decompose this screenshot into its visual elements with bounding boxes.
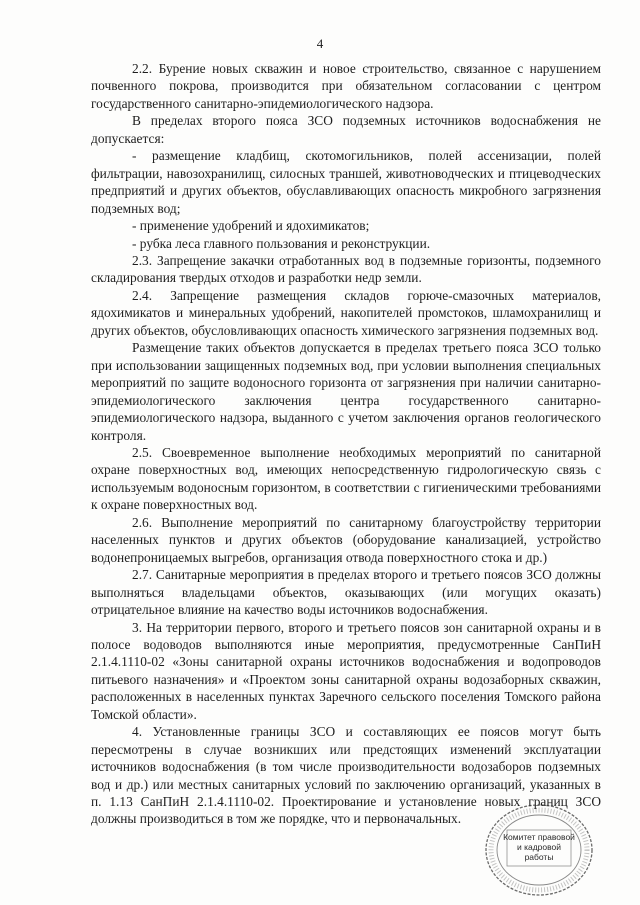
- list-item-cemeteries: - размещение кладбищ, скотомогильников, полей ассенизации, полей фильтрации, навозохранилищ, силосных траншей, животноводческих и птицеводческих предприятий и других объектов, обуславливающих опасность микробного загрязнения подземных вод;: [91, 148, 601, 216]
- official-stamp: [483, 802, 595, 898]
- stamp-text: [483, 832, 595, 862]
- list-item-fertilizers: - применение удобрений и ядохимикатов;: [132, 218, 370, 234]
- stamp-line-1: Комитет правовой: [503, 832, 575, 842]
- paragraph-4: 4. Установленные границы ЗСО и составляющих ее поясов могут быть пересмотрены в случае возникших или предстоящих изменений эксплуатации источников водоснабжения (в том числе производительности водозаборов подземных вод и др.) или местных санитарных условий по заключению организаций, указанных в п. 1.13 СанПиН 2.1.4.1110-02. Проектирование и установление новых границ ЗСО должны производиться в том же порядке, что и первоначальных.: [91, 724, 601, 827]
- paragraph-2-2: 2.2. Бурение новых скважин и новое строительство, связанное с нарушением почвенного покрова, производится при обязательном согласовании с центром государственного санитарно-эпидемиологического надзора.: [91, 61, 601, 111]
- paragraph-3: 3. На территории первого, второго и третьего поясов зон санитарной охраны и в полосе водоводов выполняются иные мероприятия, предусмотренные СанПиН 2.1.4.1110-02 «Зоны санитарной охраны источников водоснабжения и водопроводов питьевого назначения» и «Проектом зоны санитарной охраны водозаборных скважин, расположенных в населенных пунктах Заречного сельского поселения Томского района Томской области».: [91, 619, 601, 722]
- document-body: [91, 60, 601, 828]
- paragraph-2-5: 2.5. Своевременное выполнение необходимых мероприятий по санитарной охране поверхностных вод, имеющих непосредственную гидрологическую связь с используемым водоносным горизонтом, в соответствии с гигиеническими требованиями к охране поверхностных вод.: [91, 444, 601, 513]
- paragraph-2-4: 2.4. Запрещение размещения складов горюче-смазочных материалов, ядохимикатов и минеральных удобрений, накопителей промстоков, шламохранилищ и других объектов, обусловливающих опасность химического загрязнения подземных вод.: [91, 287, 601, 338]
- paragraph-2-7: 2.7. Санитарные мероприятия в пределах второго и третьего поясов ЗСО должны выполняться владельцами объектов, оказывающих (или могущих оказать) отрицательное влияние на качество воды источников водоснабжения.: [91, 567, 601, 618]
- page-number: 4: [316, 36, 324, 51]
- list-item-logging: - рубка леса главного пользования и реконструкции.: [132, 235, 431, 251]
- stamp-line-2: и кадровой: [516, 842, 562, 852]
- paragraph-2-3: 2.3. Запрещение закачки отработанных вод в подземные горизонты, подземного складирования твердых отходов и разработки недр земли.: [91, 252, 601, 286]
- paragraph-placement: Размещение таких объектов допускается в пределах третьего пояса ЗСО только при использовании защищенных подземных вод, при условии выполнения специальных мероприятий по защите водоносного горизонта от загрязнения при наличии санитарно-эпидемиологического заключения центра государственного санитарно-эпидемиологического надзора, выданного с учетом заключения органов геологического контроля.: [91, 340, 601, 443]
- paragraph-zone2-intro: В пределах второго пояса ЗСО подземных источников водоснабжения не допускается:: [91, 113, 601, 146]
- stamp-line-3: работы: [524, 852, 554, 862]
- paragraph-2-6: 2.6. Выполнение мероприятий по санитарному благоустройству территории населенных пунктов и других объектов (оборудование канализацией, устройство водонепроницаемых выгребов, организация отвода поверхностного стока и др.): [91, 514, 601, 565]
